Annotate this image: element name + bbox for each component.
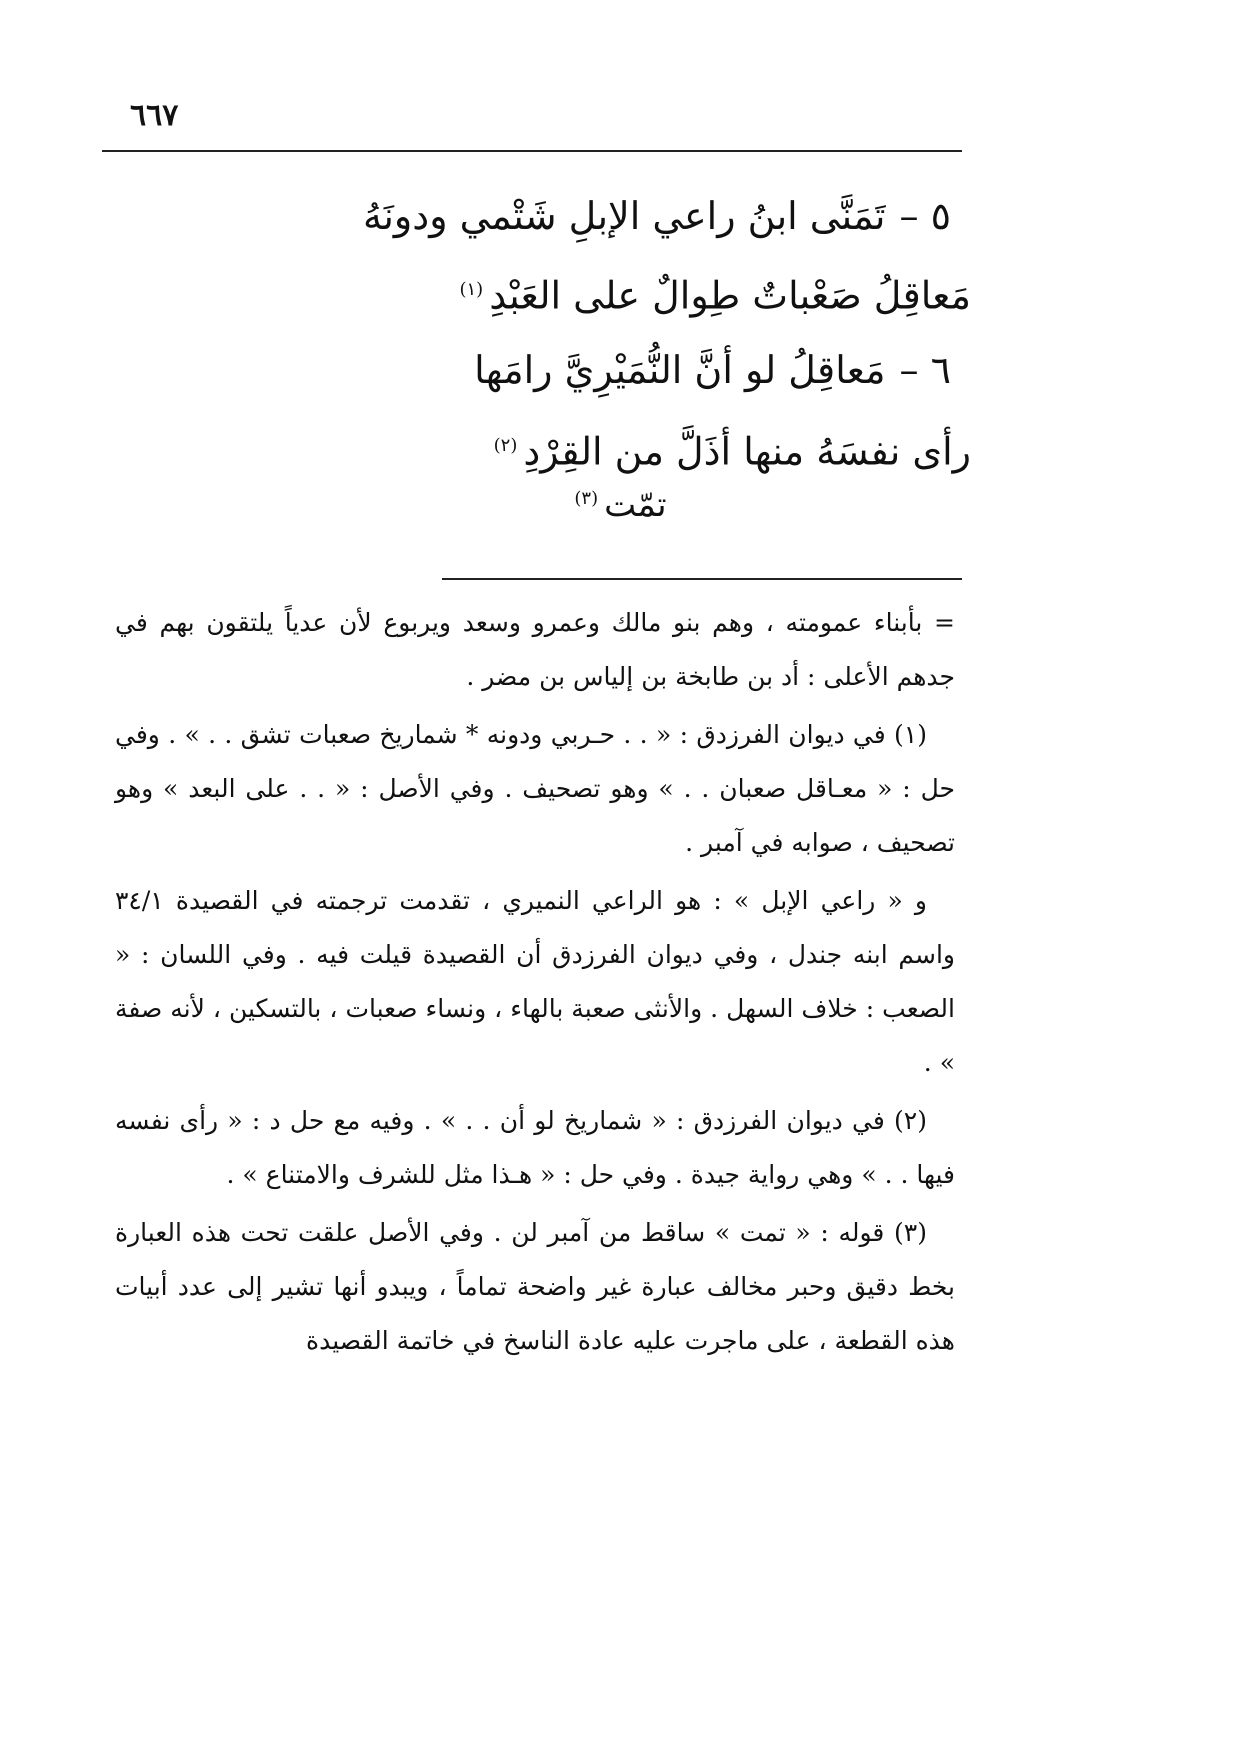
verse-text: مَعاقِلُ صَعْباتٌ طِوالٌ على العَبْدِ [489, 273, 971, 318]
footnotes [115, 596, 955, 1372]
closing-text: تمّت [604, 485, 667, 525]
footnote-separator [442, 578, 962, 580]
verse-6-second-hemistich [494, 418, 971, 480]
verse-number: ٥ – [899, 194, 951, 238]
footnote-3: (٣) قوله : « تمت » ساقط من آمبر لن . وفي الأصل علقت تحت هذه العبارة بخط دقيق وحبر مخالف عبارة غير واضحة تماماً ، ويبدو أنها تشير إلى عدد أبيات هذه القطعة ، على ماجرت عليه عادة الناسخ في خاتمة القصيدة [115, 1218, 955, 1355]
verse-number: ٦ – [899, 348, 951, 392]
verse-5-second-hemistich [459, 262, 971, 324]
verse-6-first-hemistich [474, 342, 951, 398]
verse-text: رأى نفسَهُ منها أذَلَّ من القِرْدِ [523, 429, 971, 474]
footnote-ref: (٣) [574, 487, 599, 509]
page-number: ٦٦٧ [130, 98, 179, 133]
footnote-continuation: = بأبناء عمومته ، وهم بنو مالك وعمرو وسعد ويربوع لأن عدياً يلتقون بهم في جدهم الأعلى : أد بن طابخة بن إلياس بن مضر . [115, 608, 955, 691]
footnote-2: (٢) في ديوان الفرزدق : « شماريخ لو أن . . » . وفيه مع حل د : « رأى نفسه فيها . . » وهي رواية جيدة . وفي حل : « هـذا مثل للشرف والامتناع » . [115, 1106, 955, 1189]
footnote-ref: (١) [459, 279, 484, 300]
verse-text: تَمَنَّى ابنُ راعي الإبلِ شَتْمي ودونَهُ [362, 194, 886, 238]
closing-word [0, 485, 1241, 525]
verse-5-first-hemistich [363, 188, 951, 244]
footnote-ref: (٢) [493, 435, 518, 456]
header-rule [102, 150, 962, 152]
footnote-1: (١) في ديوان الفرزدق : « . . حـربي ودونه * شماريخ صعبات تشق . . » . وفي حل : « معـاقل صعبان . . » وهو تصحيف . وفي الأصل : « . . على البعد » وهو تصحيف ، صوابه في آمبر . [115, 720, 955, 857]
footnote-1-continued: و « راعي الإبل » : هو الراعي النميري ، تقدمت ترجمته في القصيدة ٣٤/١ واسم ابنه جندل ، وفي ديوان الفرزدق أن القصيدة قيلت فيه . وفي اللسان : « الصعب : خلاف السهل . والأنثى صعبة بالهاء ، ونساء صعبات ، بالتسكين ، لأنه صفة » . [115, 886, 955, 1077]
verse-text: مَعاقِلُ لو أنَّ النُّمَيْرِيَّ رامَها [474, 348, 886, 392]
